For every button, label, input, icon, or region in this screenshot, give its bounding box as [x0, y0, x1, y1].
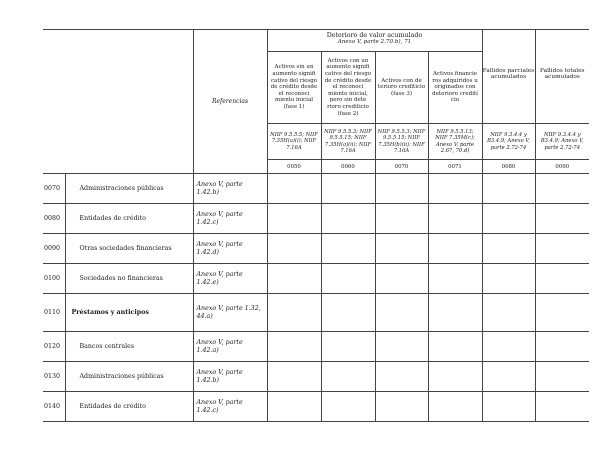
value-cell [375, 294, 428, 332]
value-cell [267, 234, 321, 264]
row-reference: Anexo V, parte 1.42.c) [193, 392, 267, 422]
value-cell [321, 392, 375, 422]
value-cell [535, 362, 589, 392]
col-code-0071: 0071 [428, 160, 482, 174]
value-cell [375, 174, 428, 204]
table-row [43, 332, 589, 362]
table-row [43, 174, 589, 204]
value-cell [482, 332, 535, 362]
cite-0050: NIIF 9.5.5.5; NIIF 7.35H(a)(i); NIIF 7.16A [267, 124, 321, 160]
col-code-0090: 0090 [535, 160, 589, 174]
value-cell [267, 204, 321, 234]
value-cell [482, 174, 535, 204]
value-cell [428, 392, 482, 422]
row-code: 0110 [43, 294, 65, 332]
value-cell [428, 362, 482, 392]
row-code: 0120 [43, 332, 65, 362]
row-label: Entidades de crédito [65, 204, 193, 234]
value-cell [428, 174, 482, 204]
value-cell [535, 204, 589, 234]
col-code-0050: 0050 [267, 160, 321, 174]
col-code-0060: 0060 [321, 160, 375, 174]
value-cell [428, 204, 482, 234]
row-reference: Anexo V, parte 1.42.b) [193, 174, 267, 204]
value-cell [428, 264, 482, 294]
row-label: Administraciones públicas [65, 362, 193, 392]
value-cell [321, 174, 375, 204]
row-code: 0080 [43, 204, 65, 234]
value-cell [482, 294, 535, 332]
value-cell [535, 392, 589, 422]
value-cell [375, 362, 428, 392]
col-code-0080: 0080 [482, 160, 535, 174]
value-cell [321, 294, 375, 332]
col-header-0090: Fallidos totales acumulados [535, 30, 589, 124]
value-cell [321, 234, 375, 264]
table-row [43, 264, 589, 294]
col-header-0060: Activos con un aumento signifi cativo del riesgo de crédito desde el reconoci miento inicial, pero sin dete rioro crediticio (fase 2) [321, 52, 375, 124]
row-code: 0130 [43, 362, 65, 392]
row-code: 0140 [43, 392, 65, 422]
cite-0071: NIIF 9.5.5.13; NIIF 7.35M(c); Anexo V, parte 2.67, 70.d) [428, 124, 482, 160]
cite-0090: NIIF 9.3.4.4 y B3.4.9; Anexo V, parte 2.72-74 [535, 124, 589, 160]
value-cell [428, 294, 482, 332]
row-label: Préstamos y anticipos [65, 294, 193, 332]
value-cell [321, 264, 375, 294]
financial-template-table [43, 29, 589, 422]
row-reference: Anexo V, parte 1.42.c) [193, 204, 267, 234]
row-code: 0090 [43, 234, 65, 264]
value-cell [535, 264, 589, 294]
value-cell [482, 234, 535, 264]
table-row [43, 234, 589, 264]
value-cell [375, 204, 428, 234]
row-label: Otras sociedades financieras [65, 234, 193, 264]
row-label: Bancos centrales [65, 332, 193, 362]
col-code-0070: 0070 [375, 160, 428, 174]
value-cell [267, 174, 321, 204]
value-cell [267, 294, 321, 332]
value-cell [321, 362, 375, 392]
references-header: Referencias [193, 30, 267, 174]
col-header-0050: Activos sin un aumento signifi cativo del riesgo de crédito desde el reconoci miento inicial (fase 1) [267, 52, 321, 124]
row-reference: Anexo V, parte 1.42.a) [193, 332, 267, 362]
cite-0080: NIIF 9.3.4.4 y B3.4.9; Anexo V, parte 2.72-74 [482, 124, 535, 160]
table-row [43, 294, 589, 332]
table-body [43, 174, 589, 422]
corner-cell [43, 30, 193, 174]
table-row [43, 204, 589, 234]
value-cell [482, 264, 535, 294]
col-header-0080: Fallidos parciales acumulados [482, 30, 535, 124]
value-cell [482, 392, 535, 422]
value-cell [267, 332, 321, 362]
value-cell [267, 362, 321, 392]
table-row [43, 392, 589, 422]
value-cell [535, 294, 589, 332]
value-cell [267, 264, 321, 294]
value-cell [482, 204, 535, 234]
value-cell [267, 392, 321, 422]
col-header-0071: Activos financie ros adquiridos u originados con deterioro credití cio [428, 52, 482, 124]
row-reference: Anexo V, parte 1.42.e) [193, 264, 267, 294]
col-header-0070: Activos con de terioro crediticio (fase 3) [375, 52, 428, 124]
value-cell [428, 234, 482, 264]
value-cell [321, 204, 375, 234]
row-label: Administraciones públicas [65, 174, 193, 204]
value-cell [375, 264, 428, 294]
value-cell [375, 332, 428, 362]
row-label: Sociedades no financieras [65, 264, 193, 294]
value-cell [321, 332, 375, 362]
group-title: Deterioro de valor acumulado [326, 32, 423, 39]
row-code: 0070 [43, 174, 65, 204]
value-cell [375, 234, 428, 264]
row-reference: Anexo V, parte 1.32, 44.a) [193, 294, 267, 332]
value-cell [482, 362, 535, 392]
cite-0070: NIIF 9.5.5.3; NIIF 9.5.5.15; NIIF 7.35H(b)(ii); NIIF 7.16A [375, 124, 428, 160]
accumulated-impairment-header [267, 30, 482, 52]
value-cell [535, 332, 589, 362]
row-reference: Anexo V, parte 1.42.d) [193, 234, 267, 264]
value-cell [375, 392, 428, 422]
table-row [43, 362, 589, 392]
cite-0060: NIIF 9.5.5.3; NIIF 9.5.5.15; NIIF 7.35H(a)(ii); NIIF 7.16A [321, 124, 375, 160]
value-cell [535, 174, 589, 204]
value-cell [428, 332, 482, 362]
row-label: Entidades de crédito [65, 392, 193, 422]
value-cell [535, 234, 589, 264]
row-reference: Anexo V, parte 1.42.b) [193, 362, 267, 392]
row-code: 0100 [43, 264, 65, 294]
group-subtitle: Anexo V, parte 2.70.b), 71 [337, 39, 412, 45]
